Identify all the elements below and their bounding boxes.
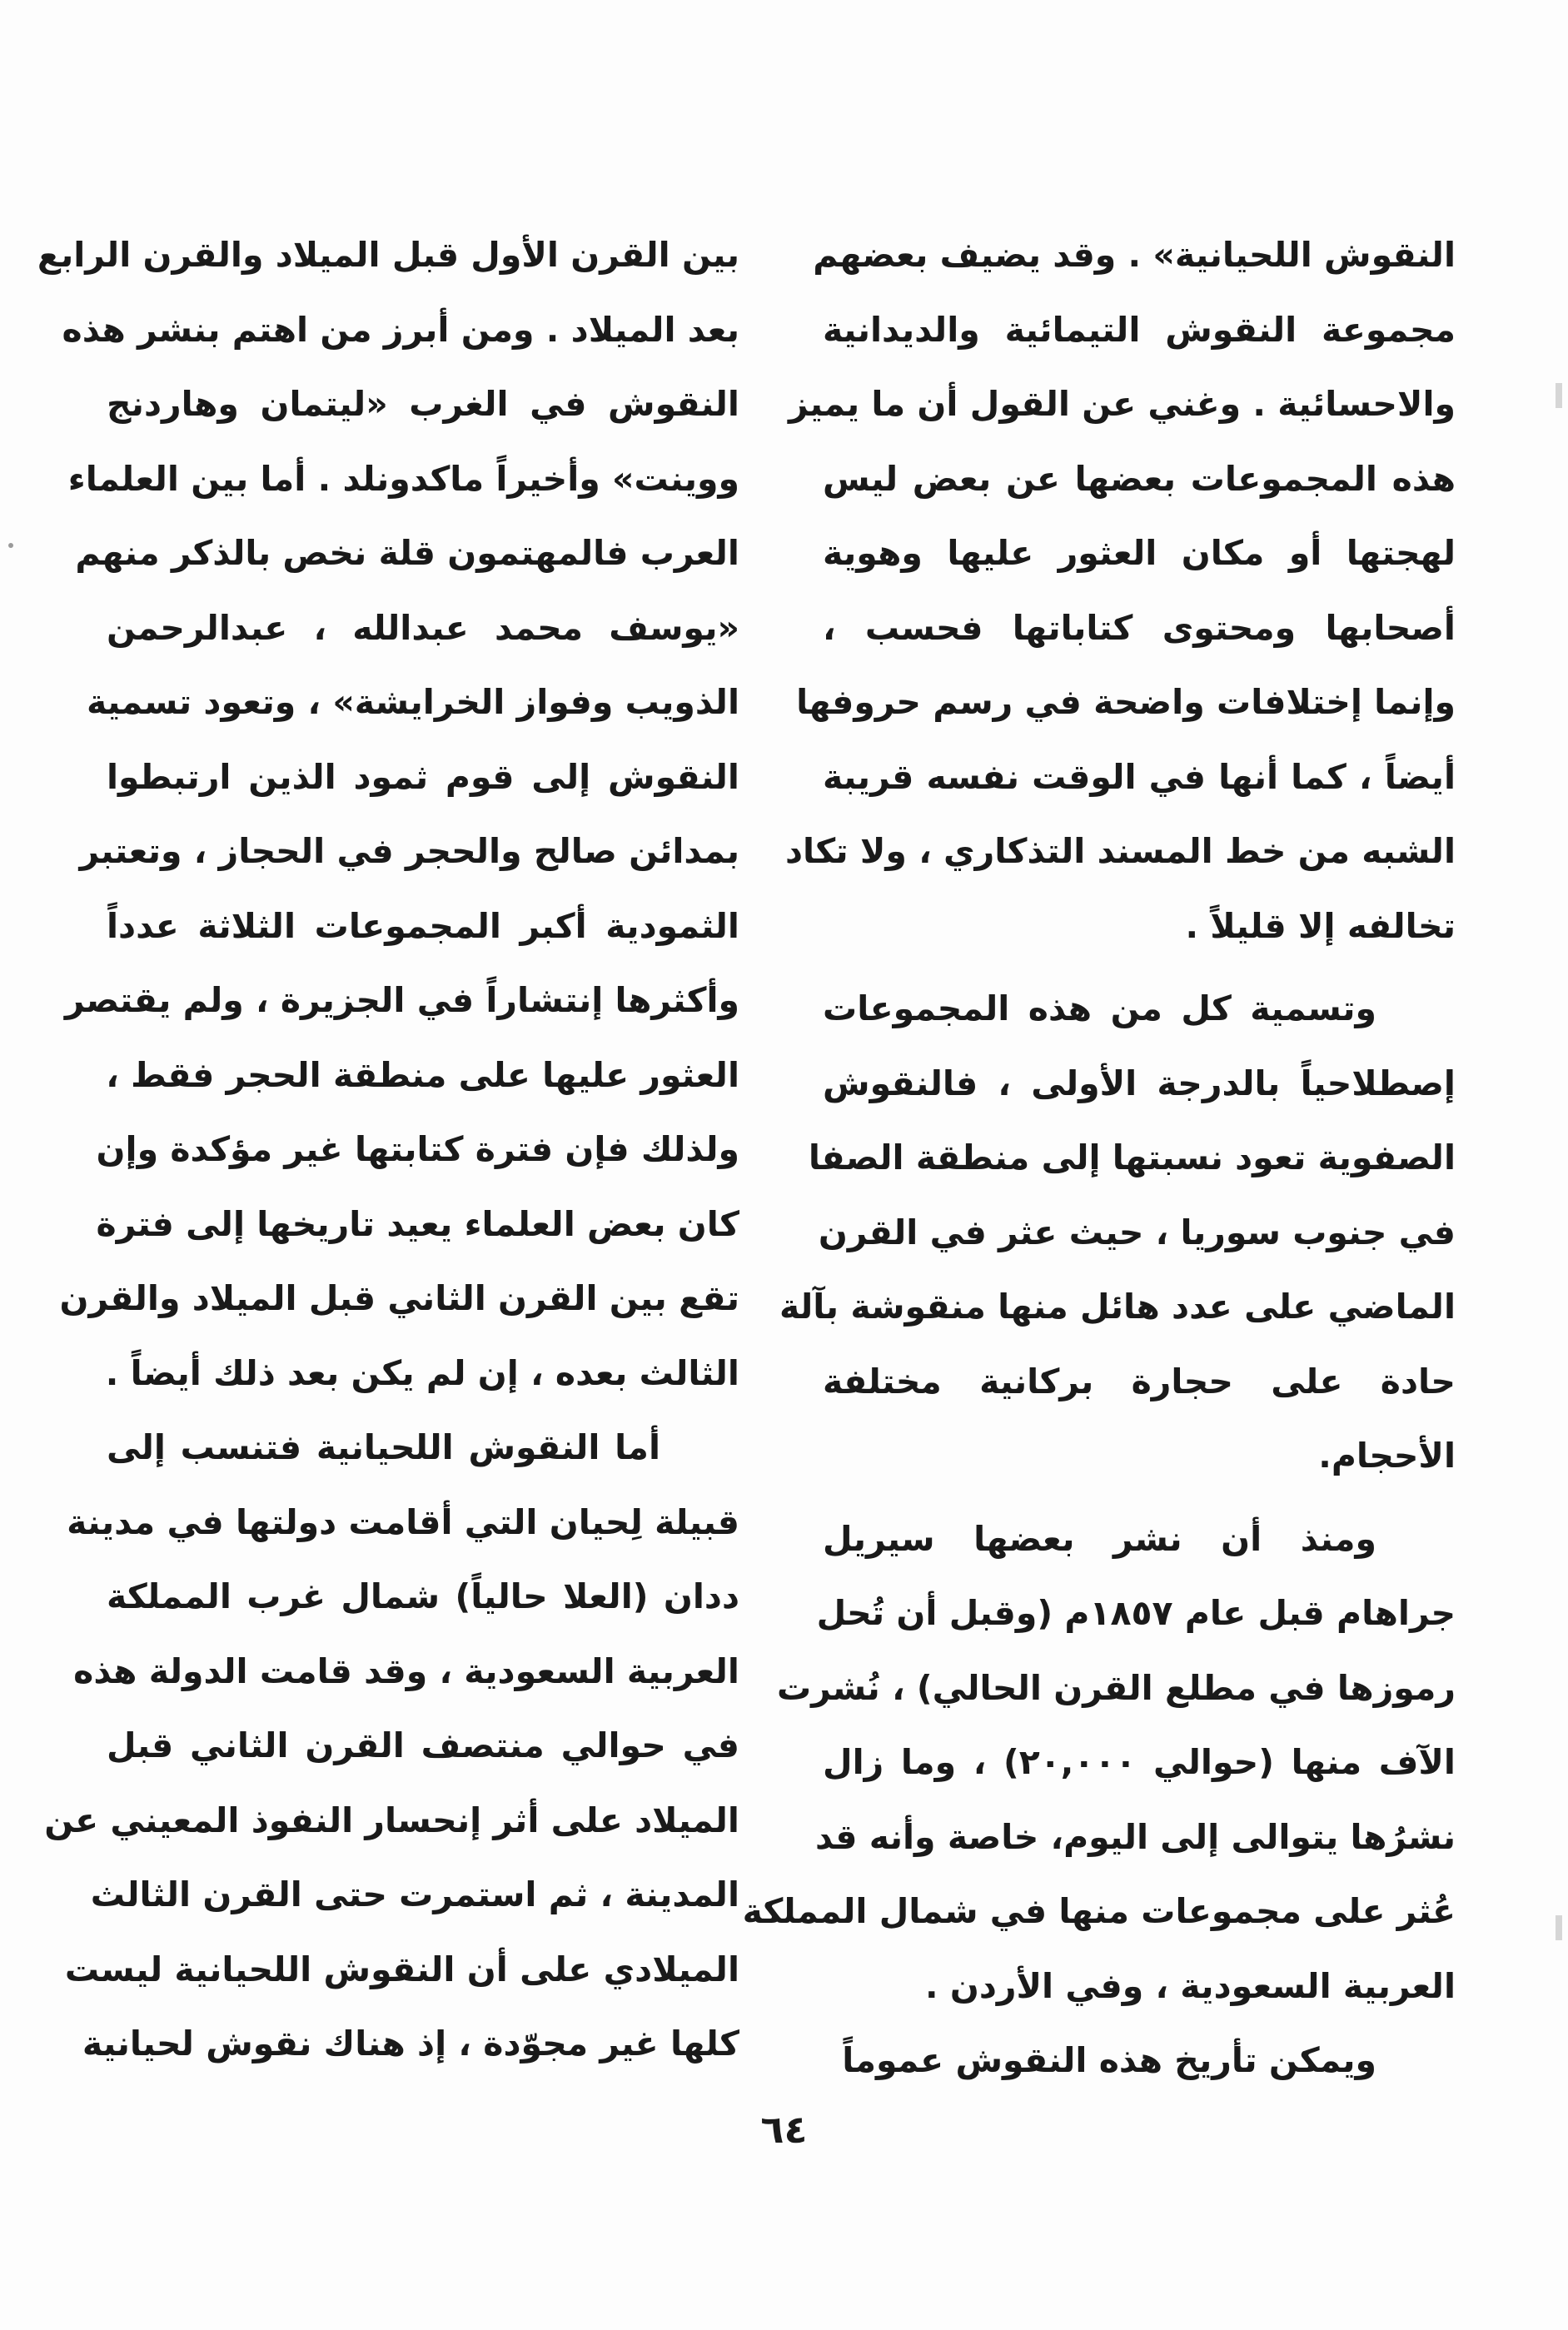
text-line: أصحابها ومحتوى كتاباتها فحسب ، — [823, 607, 1456, 648]
text-line: العثور عليها على منطقة الحجر فقط ، — [106, 1054, 739, 1095]
text-line: الآف منها (حوالي ٢٠,٠٠٠) ، وما زال — [823, 1742, 1456, 1782]
text-line: بعد الميلاد . ومن أبرز من اهتم بنشر هذه — [62, 309, 739, 350]
text-line: ويمكن تأريخ هذه النقوش عموماً — [842, 2040, 1376, 2080]
text-line: إصطلاحياً بالدرجة الأولى ، فالنقوش — [823, 1063, 1456, 1103]
text-line: الأحجام. — [1318, 1436, 1456, 1476]
text-line: تخالفه إلا قليلاً . — [1185, 905, 1456, 946]
text-line: العربية السعودية ، وقد قامت الدولة هذه — [73, 1650, 739, 1691]
text-line: ولذلك فإن فترة كتابتها غير مؤكدة وإن — [96, 1129, 739, 1169]
text-line: الشبه من خط المسند التذكاري ، ولا تكاد — [784, 831, 1456, 871]
text-line: الصفوية تعود نسبتها إلى منطقة الصفا — [808, 1138, 1456, 1177]
text-line: العرب فالمهتمون قلة نخص بالذكر منهم — [75, 533, 739, 573]
text-line: وأكثرها إنتشاراً في الجزيرة ، ولم يقتصر — [64, 980, 739, 1020]
text-line: النقوش اللحيانية» . وقد يضيف بعضهم — [813, 235, 1456, 275]
text-line: هذه المجموعات بعضها عن بعض ليس — [823, 458, 1456, 499]
text-line: كلها غير مجوّدة ، إذ هناك نقوش لحيانية — [82, 2024, 739, 2064]
text-line: العربية السعودية ، وفي الأردن . — [925, 1965, 1456, 2006]
text-line: أما النقوش اللحيانية فتنسب إلى — [107, 1427, 660, 1467]
text-line: عُثر على مجموعات منها في شمال المملكة — [742, 1891, 1456, 1931]
text-line: النقوش إلى قوم ثمود الذين ارتبطوا — [107, 756, 739, 797]
text-line: الثالث بعده ، إن لم يكن بعد ذلك أيضاً . — [105, 1352, 739, 1393]
text-line: النقوش في الغرب «ليتمان وهاردنج — [107, 384, 739, 424]
left-text-column — [37, 218, 739, 2082]
page-number: ٦٤ — [760, 2107, 808, 2152]
text-line: الثمودية أكبر المجموعات الثلاثة عدداً — [107, 905, 739, 946]
text-line: الماضي على عدد هائل منها منقوشة بآلة — [779, 1287, 1456, 1327]
text-line: والاحسائية . وغني عن القول أن ما يميز — [788, 384, 1456, 424]
text-line: رموزها في مطلع القرن الحالي) ، نُشرت — [776, 1667, 1456, 1708]
text-line: المدينة ، ثم استمرت حتى القرن الثالث — [90, 1874, 739, 1914]
edge-mark-bottom — [1556, 1915, 1562, 1940]
text-line: ددان (العلا حالياً) شمال غرب المملكة — [107, 1576, 739, 1616]
text-line: جراهام قبل عام ١٨٥٧م (وقبل أن تُحل — [816, 1593, 1456, 1633]
text-line: بمدائن صالح والحجر في الحجاز ، وتعتبر — [79, 831, 739, 871]
text-line: كان بعض العلماء يعيد تاريخها إلى فترة — [96, 1203, 739, 1244]
text-line: ووينت» وأخيراً ماكدونلد . أما بين العلماء — [67, 458, 739, 499]
text-line: حادة على حجارة بركانية مختلفة — [823, 1361, 1456, 1401]
text-line: نشرُها يتوالى إلى اليوم، خاصة وأنه قد — [814, 1816, 1456, 1857]
text-line: تقع بين القرن الثاني قبل الميلاد والقرن — [59, 1278, 739, 1318]
text-line: «يوسف محمد عبدالله ، عبدالرحمن — [107, 607, 739, 648]
text-line: الميلاد على أثر إنحسار النفوذ المعيني عن — [44, 1800, 739, 1840]
text-line: مجموعة النقوش التيمائية والديدانية — [823, 309, 1456, 350]
text-line: وتسمية كل من هذه المجموعات — [823, 988, 1376, 1028]
text-line: لهجتها أو مكان العثور عليها وهوية — [823, 533, 1456, 573]
margin-speck — [8, 543, 13, 548]
text-line: الذويب وفواز الخرايشة» ، وتعود تسمية — [86, 682, 739, 722]
text-line: في حوالي منتصف القرن الثاني قبل — [107, 1725, 739, 1765]
text-line: قبيلة لِحيان التي أقامت دولتها في مدينة — [67, 1501, 739, 1542]
text-line: بين القرن الأول قبل الميلاد والقرن الرابع — [37, 235, 739, 275]
text-line: في جنوب سوريا ، حيث عثر في القرن — [818, 1212, 1456, 1252]
text-line: الميلادي على أن النقوش اللحيانية ليست — [64, 1949, 739, 1989]
right-text-column — [742, 218, 1456, 2098]
text-line: وإنما إختلافات واضحة في رسم حروفها — [796, 682, 1456, 722]
text-line: ومنذ أن نشر بعضها سيريل — [823, 1518, 1376, 1559]
text-line: أيضاً ، كما أنها في الوقت نفسه قريبة — [823, 756, 1456, 797]
edge-mark-top — [1556, 383, 1562, 408]
